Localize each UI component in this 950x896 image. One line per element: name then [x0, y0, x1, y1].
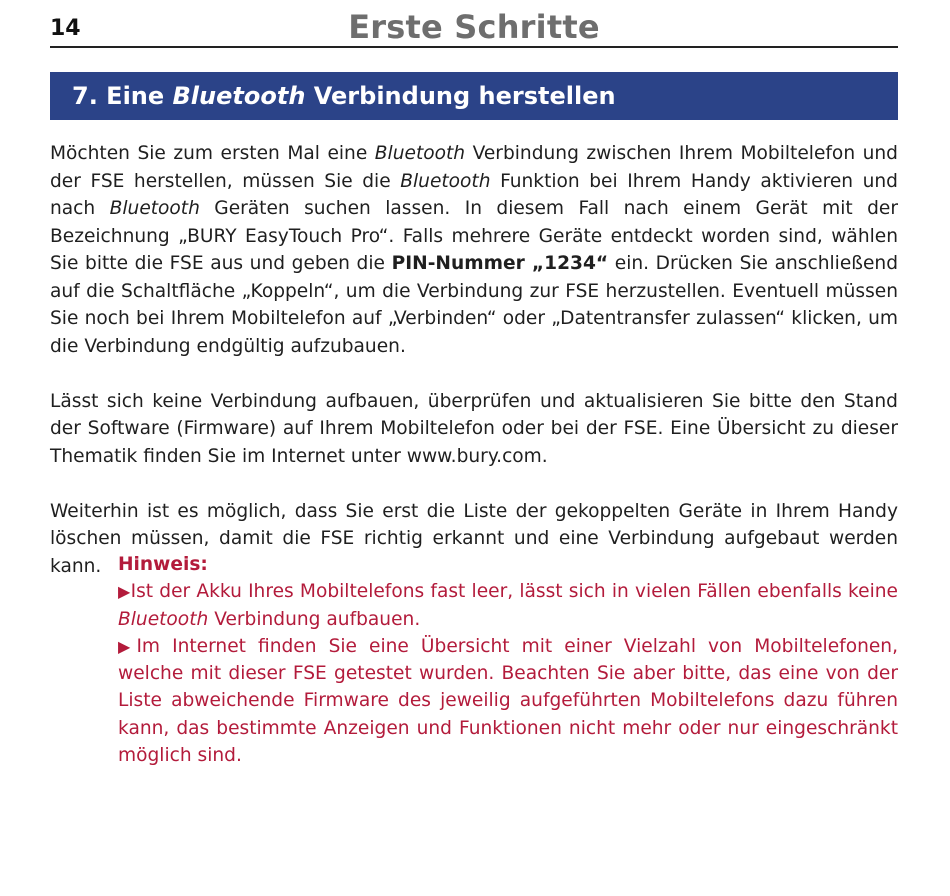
bluetooth-term: Bluetooth [400, 170, 491, 192]
note-item [118, 578, 898, 633]
triangle-right-icon: ▶ [118, 582, 131, 602]
paragraph-pairing [50, 140, 898, 360]
text-run: Möchten Sie zum ersten Mal eine [50, 143, 368, 164]
triangle-right-icon: ▶ [118, 636, 137, 656]
page-number: 14 [50, 16, 81, 41]
text-run: ein. Drücken Sie anschließend auf die Schaltfläche „Koppeln“, um die Verbindung zur FSE herzustellen. Eventuell müssen Sie noch bei Ihrem Mobiltelefon auf „Verbinden“ oder „Datentransfer zulassen“ klicken, um die Verbindung endgültig aufzubauen. [50, 253, 898, 357]
bluetooth-term: Bluetooth [374, 143, 466, 164]
section-title-number: 7. Eine [72, 82, 165, 110]
text-run: Ist der Akku Ihres Mobiltelefons fast leer, lässt sich in vielen Fällen ebenfalls keine [130, 581, 898, 603]
body-text [50, 140, 898, 608]
paragraph-firmware: Lässt sich keine Verbindung aufbauen, überprüfen und aktualisieren Sie bitte den Stand der Software (Firmware) auf Ihrem Mobiltelefon oder bei der FSE. Eine Übersicht zu dieser Thematik finden Sie im Internet unter www.bury.com. [50, 390, 898, 467]
text-run: Verbindung aufbauen. [214, 608, 421, 630]
note-heading: Hinweis: [118, 554, 208, 575]
section-title-italic: Bluetooth [172, 82, 306, 110]
text-run: Verbindung zwischen Ihrem Mobiltelefon und der FSE herstellen, müssen Sie die [50, 143, 898, 192]
bluetooth-term: Bluetooth [109, 198, 200, 219]
note-item [118, 633, 898, 769]
bluetooth-term: Bluetooth [118, 608, 209, 630]
pin-number: PIN-Nummer „1234“ [391, 253, 609, 274]
section-title-rest: Verbindung herstellen [313, 82, 616, 110]
page-header [50, 8, 898, 48]
section-title [72, 82, 616, 110]
text-run: Funktion bei Ihrem Handy aktivieren und nach [50, 170, 898, 219]
paragraph-delete-list: Weiterhin ist es möglich, dass Sie erst die Liste der gekoppelten Geräte in Ihrem Handy löschen müssen, damit die FSE richtig erkannt und eine Verbindung aufgebaut werden kann. [50, 500, 898, 577]
running-title: Erste Schritte [348, 8, 600, 46]
text-run: Im Internet finden Sie eine Übersicht mit einer Vielzahl von Mobiltelefonen, welche mit dieser FSE getestet wurden. Beachten Sie aber bitte, das eine von der Liste abweichende Firmware des jeweilig aufgeführten Mobiltelefons dazu führen kann, das bestimmte Anzeigen und Funktionen nicht mehr oder nur eingeschränkt möglich sind. [118, 635, 898, 767]
note-box [118, 551, 898, 769]
text-run: Geräten suchen lassen. In diesem Fall nach einem Gerät mit der Bezeichnung „BURY EasyTouch Pro“. Falls mehrere Geräte entdeckt worden sind, wählen Sie bitte die FSE aus und geben die [50, 198, 898, 274]
section-heading-bar [50, 72, 898, 120]
